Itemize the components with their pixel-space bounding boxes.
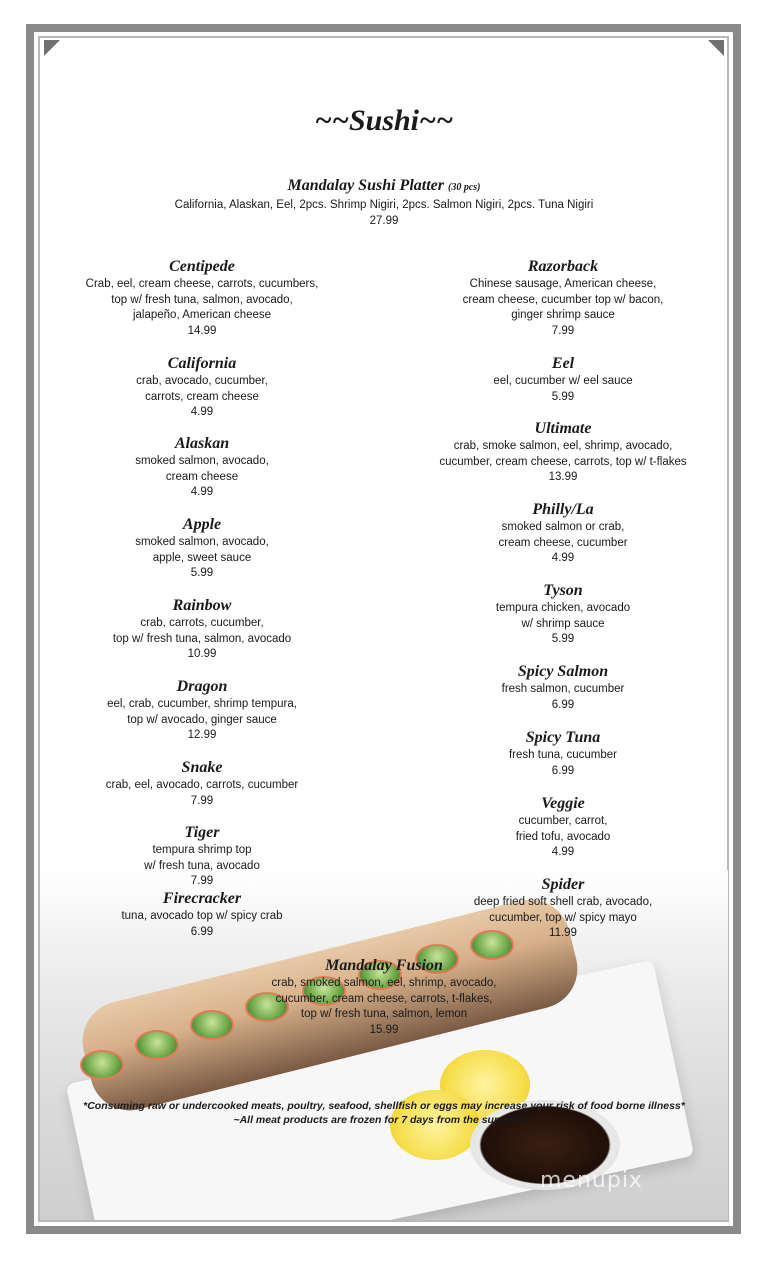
health-disclaimer [0, 1099, 768, 1127]
item-price: 4.99 [190, 486, 214, 498]
platter-price: 27.99 [369, 214, 399, 227]
item-name: Centipede [169, 258, 235, 275]
item-name: Tiger [184, 824, 220, 841]
item-price: 15.99 [369, 1023, 399, 1036]
item-name: Apple [182, 516, 222, 533]
item-price: 11.99 [549, 927, 577, 939]
item-desc-line: smoked salmon, avocado, [135, 455, 269, 467]
menu-item [52, 596, 352, 663]
item-name: Spicy Tuna [525, 729, 601, 746]
item-desc-line: cucumber, cream cheese, carrots, t-flakes, [275, 992, 493, 1005]
item-desc-line: crab, carrots, cucumber, [140, 617, 264, 629]
item-price: 5.99 [551, 633, 575, 645]
menu-item [413, 662, 713, 713]
menu-item [52, 823, 352, 890]
item-desc-line: crab, avocado, cucumber, [136, 375, 268, 387]
item-desc-line: cream cheese, cucumber top w/ bacon, [462, 293, 664, 306]
item-desc-line: ginger shrimp sauce [511, 309, 615, 321]
item-desc-line: crab, eel, avocado, carrots, cucumber [105, 779, 299, 791]
item-desc-line: w/ shrimp sauce [521, 617, 605, 630]
frame-inner-bottom-line [40, 1220, 728, 1222]
item-price: 6.99 [551, 764, 575, 777]
menu-item [413, 728, 713, 779]
item-desc-line: tempura shrimp top [152, 844, 252, 856]
item-price: 4.99 [190, 406, 214, 418]
item-desc-line: tuna, avocado top w/ spicy crab [121, 910, 283, 922]
jalapeno-topping [190, 1010, 234, 1040]
item-desc-line: top w/ fresh tuna, salmon, avocado [112, 632, 292, 645]
item-name: Alaskan [174, 435, 230, 452]
item-desc-line: smoked salmon, avocado, [135, 536, 269, 548]
platter-pcs: (30 pcs) [447, 182, 481, 193]
item-desc-line: smoked salmon or crab, [501, 521, 625, 533]
item-desc-line: fresh salmon, cucumber [501, 683, 625, 695]
item-desc-line: top w/ avocado, ginger sauce [127, 713, 277, 726]
item-name: Spider [541, 876, 585, 893]
menu-item [413, 500, 713, 567]
item-desc-line: cucumber, cream cheese, carrots, top w/ t-flakes [439, 455, 687, 468]
menu-item [52, 257, 352, 339]
platter-item [0, 176, 768, 229]
item-name: Snake [181, 759, 223, 776]
menu-item [413, 354, 713, 405]
item-desc-line: apple, sweet sauce [152, 551, 252, 564]
item-price: 4.99 [551, 846, 575, 858]
item-desc-line: carrots, cream cheese [145, 390, 259, 403]
item-desc-line: cucumber, carrot, [518, 815, 608, 827]
item-desc-line: cream cheese, cucumber [498, 536, 628, 549]
item-price: 6.99 [551, 698, 575, 711]
corner-ornament-top-left [44, 40, 60, 56]
jalapeno-topping [80, 1050, 124, 1080]
item-price: 4.99 [551, 552, 575, 564]
menu-item [52, 515, 352, 582]
item-desc-line: w/ fresh tuna, avocado [144, 859, 260, 872]
item-desc-line: cucumber, top w/ spicy mayo [489, 911, 637, 924]
item-name: Spicy Salmon [517, 663, 609, 680]
menu-item [52, 889, 352, 940]
menu-item [52, 758, 352, 809]
item-price: 14.99 [187, 324, 217, 337]
item-name: Tyson [543, 582, 583, 599]
menu-item [52, 354, 352, 421]
disclaimer-line: ~All meat products are frozen for 7 days from the suppliers~ [233, 1114, 535, 1126]
item-desc-line: eel, crab, cucumber, shrimp tempura, [107, 698, 297, 710]
menu-item [413, 875, 713, 942]
menu-item [413, 257, 713, 339]
menu-item [52, 677, 352, 744]
item-desc-line: top w/ fresh tuna, salmon, lemon [300, 1008, 468, 1020]
item-desc-line: Chinese sausage, American cheese, [469, 278, 657, 290]
item-desc-line: crab, smoke salmon, eel, shrimp, avocado, [453, 440, 673, 452]
item-name: Razorback [527, 258, 599, 275]
frame-bottom-border [26, 1226, 741, 1234]
item-name: Dragon [176, 678, 228, 695]
item-name: California [167, 355, 237, 372]
item-desc-line: tempura chicken, avocado [495, 602, 631, 614]
platter-name-text: Mandalay Sushi Platter [287, 177, 444, 194]
menu-item [52, 434, 352, 501]
menupix-watermark: menupix [540, 1168, 643, 1193]
frame-top-border [26, 24, 741, 32]
corner-ornament-top-right [708, 40, 724, 56]
item-price: 10.99 [187, 648, 217, 660]
item-name: Ultimate [534, 420, 592, 437]
item-name: Mandalay Fusion [325, 957, 443, 974]
item-price: 5.99 [190, 567, 214, 579]
jalapeno-topping [135, 1030, 179, 1060]
fusion-item [234, 956, 534, 1038]
item-name: Philly/La [532, 501, 594, 518]
platter-description: California, Alaskan, Eel, 2pcs. Shrimp Nigiri, 2pcs. Salmon Nigiri, 2pcs. Tuna Nigiri [174, 199, 594, 211]
item-price: 7.99 [190, 794, 214, 807]
item-desc-line: top w/ fresh tuna, salmon, avocado, [111, 293, 293, 306]
item-desc-line: eel, cucumber w/ eel sauce [493, 375, 633, 387]
item-name: Firecracker [162, 890, 242, 907]
item-desc-line: jalapeño, American cheese [132, 309, 272, 321]
item-price: 12.99 [187, 729, 217, 741]
menu-item [413, 794, 713, 861]
menu-item [413, 419, 713, 486]
frame-inner-top-line [40, 36, 728, 38]
menu-item [413, 581, 713, 648]
item-desc-line: cream cheese [165, 470, 239, 483]
item-price: 5.99 [551, 390, 575, 403]
item-price: 7.99 [190, 875, 214, 887]
item-name: Veggie [541, 795, 585, 812]
item-price: 7.99 [551, 324, 575, 337]
item-desc-line: Crab, eel, cream cheese, carrots, cucumbers, [85, 278, 319, 290]
item-price: 6.99 [190, 925, 214, 938]
item-name: Rainbow [172, 597, 232, 614]
item-desc-line: fresh tuna, cucumber [508, 749, 618, 761]
disclaimer-line: *Consuming raw or undercooked meats, poultry, seafood, shellfish or eggs may increase your risk of food borne illness* [83, 1100, 685, 1112]
item-desc-line: deep fried soft shell crab, avocado, [473, 896, 653, 908]
item-name: Eel [551, 355, 575, 372]
item-desc-line: crab, smoked salmon, eel, shrimp, avocado, [271, 977, 497, 989]
page-title: ~~Sushi~~ [314, 104, 454, 137]
item-price: 13.99 [548, 471, 578, 483]
item-desc-line: fried tofu, avocado [515, 830, 611, 843]
platter-name [0, 176, 768, 198]
